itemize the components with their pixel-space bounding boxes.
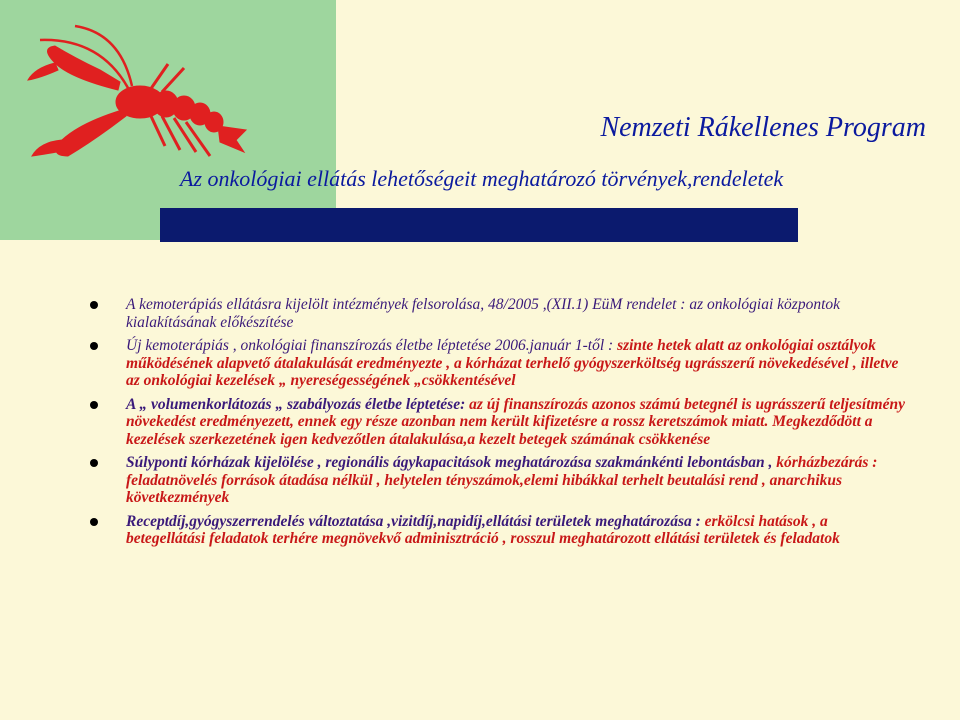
list-item [90,296,910,331]
bullet-dot-icon [90,342,98,350]
list-item [90,513,910,548]
bullet-text: A „ volumenkorlátozás „ szabályozás életbe léptetése: [126,395,470,413]
bullet-text-emphasis: szinte hetek alatt az onkológiai osztályok működésének alapvető átalakulását eredményezte , a kórházat terhelő gyógyszerköltség ugrásszerű növekedésével , illetve az onkológiai kezelések „ nyereségességének „csökkentésével [126,337,899,389]
bullet-text: Receptdíj,gyógyszerrendelés változtatása ,vizitdíj,napidíj,ellátási területek meghatározása : [126,512,705,530]
bullet-dot-icon [90,518,98,526]
bullet-dot-icon [90,301,98,309]
blue-divider-bar [160,208,798,242]
bullet-text: Új kemoterápiás , onkológiai finanszírozás életbe léptetése 2006.január 1-től : [126,337,618,354]
bullet-text-emphasis: kórházbezárás : feladatnövelés források átadása nélkül , helytelen tényszámok,elemi hibákkal terhelt beutalási rend , anarchikus következmények [126,454,878,506]
lobster-icon [0,18,250,188]
bullet-text-emphasis: az új finanszírozás azonos számú betegnél is ugrásszerű teljesítmény növekedést eredményezett, ennek egy része azonban nem került kifizetésre a rossz keretszámok miatt. Megkezdődött a kezelések szerkezetének igen kedvezőtlen átalakulása,a kezelt betegek számának csökkenése [126,395,905,448]
page-subtitle: Az onkológiai ellátás lehetőségeit meghatározó törvények,rendeletek [180,166,784,191]
bullet-dot-icon [90,459,98,467]
list-item [90,337,910,390]
list-item [90,454,910,507]
bullet-dot-icon [90,401,98,409]
bullet-list [90,296,910,554]
page-title: Nemzeti Rákellenes Program [600,112,926,143]
bullet-text: Súlyponti kórházak kijelölése , regionális ágykapacitások meghatározása szakmánkénti lebontásban , [126,454,777,471]
list-item [90,396,910,449]
bullet-text-emphasis: erkölcsi hatások , a betegellátási feladatok terhére megnövekvő adminisztráció , rosszul meghatározott ellátási területek és feladatok [126,512,840,547]
bullet-text: A kemoterápiás ellátásra kijelölt intézmények felsorolása, 48/2005 ,(XII.1) EüM rendelet : az onkológiai központok kialakításának előkészítése [126,296,841,331]
